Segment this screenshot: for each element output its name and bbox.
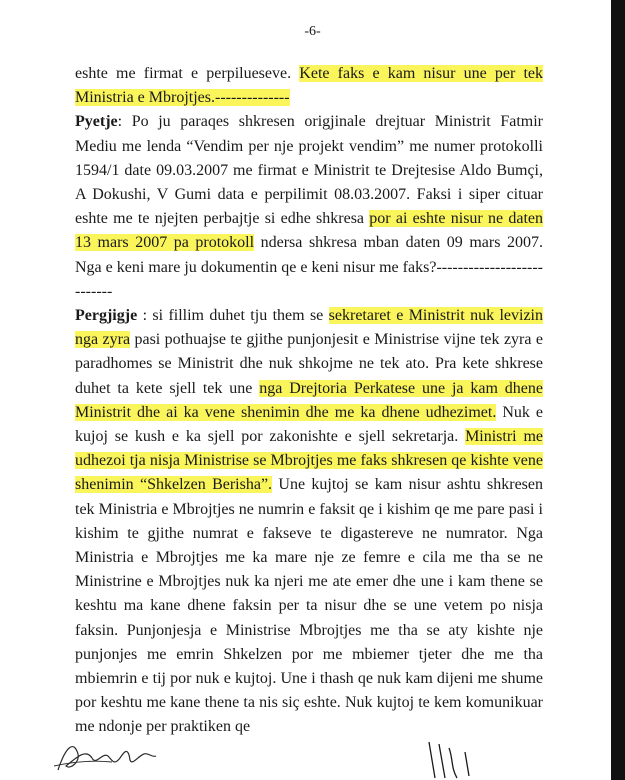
highlighted-text: sekretaret e Ministrit nuk levizin nga zyra	[75, 307, 543, 349]
highlighted-text: por ai eshte nisur ne daten 13 mars 2007 pa protokoll	[75, 210, 543, 252]
text-segment: eshte me firmat e perpilueseve.	[75, 65, 300, 82]
handwritten-initials	[425, 738, 505, 780]
text-segment: pasi pothuajse te gjithe punjonjesit e Ministrise vijne tek zyra e paradhomes se Ministrit dhe nuk shkojme ne tek ato. Pra kete shkrese duhet ta kete sjell tek une	[75, 331, 543, 397]
handwritten-signature	[52, 736, 162, 776]
text-segment: : Po ju paraqes shkresen origjinale drejtuar Ministrit Fatmir Mediu me lenda “Vendim per nje projekt vendim” me numer protokolli 1594/1 date 09.03.2007 me firmat e Ministrit te Drejtesise Aldo Bumçi, A Dokushi, V Gumi data e perpilimit 08.03.2007. Faksi i siper cituar eshte me te njejten perbajtje si edhe shkresa	[75, 113, 543, 228]
paragraph-question	[75, 110, 543, 304]
paragraph-intro	[75, 62, 543, 110]
scan-edge	[611, 0, 625, 780]
answer-label: Pergjigje	[75, 307, 138, 325]
text-segment: : si fillim duhet tju them se	[137, 307, 329, 325]
text-segment: Une kujtoj se kam nisur ashtu shkresen tek Ministria e Mbrojtjes ne numrin e faksit qe i kishim qe me pare pasi i kishim te gjithe numrat e fakseve te digastereve ne numrator. Nga Ministria e Mbrojtjes me ka mare nje ze femre e cila me tha se ne Ministrine e Mbrojtjes nuk ka njeri me ate emer dhe une i kam thene se keshtu ma kane dhene faksin per ta nisur dhe se une vetem po nisja faksin. Punjonjesja e Ministrise Mbrojtjes me tha se aty kishte nje punjonjes me emrin Shkelzen por me mbiemer tjeter dhe me tha mbiemrin e tij por nuk e kujtoj. Une i thash qe nuk kam dijeni me shume por keshtu me kane thene ta nis siç eshte. Nuk kujtoj te kem komunikuar me ndonje per praktiken qe	[75, 476, 544, 736]
document-body	[75, 62, 543, 740]
text-segment: Nuk e kujoj se kush e ka sjell por zakonishte e sjell sekretarja.	[75, 403, 544, 446]
highlighted-text: Ministri me udhezoi tja nisja Ministrise se Mbrojtjes me faks shkresen qe kishte vene shenimin “Shkelzen Berisha”.	[75, 428, 543, 494]
highlighted-text: Kete faks e kam nisur une per tek Ministria e Mbrojtjes.--------------	[75, 65, 543, 107]
highlighted-text: nga Drejtoria Perkatese une ja kam dhene Ministrit dhe ai ka vene shenimin dhe me ka dhene udhezimet.	[75, 379, 543, 421]
paragraph-answer	[75, 304, 543, 740]
question-label: Pyetje	[75, 113, 118, 131]
text-segment: ndersa shkresa mban daten 09 mars 2007. Nga e keni mare ju dokumentin qe e keni nisur me faks?---------------------------	[75, 234, 543, 300]
page-number: -6-	[304, 24, 321, 39]
